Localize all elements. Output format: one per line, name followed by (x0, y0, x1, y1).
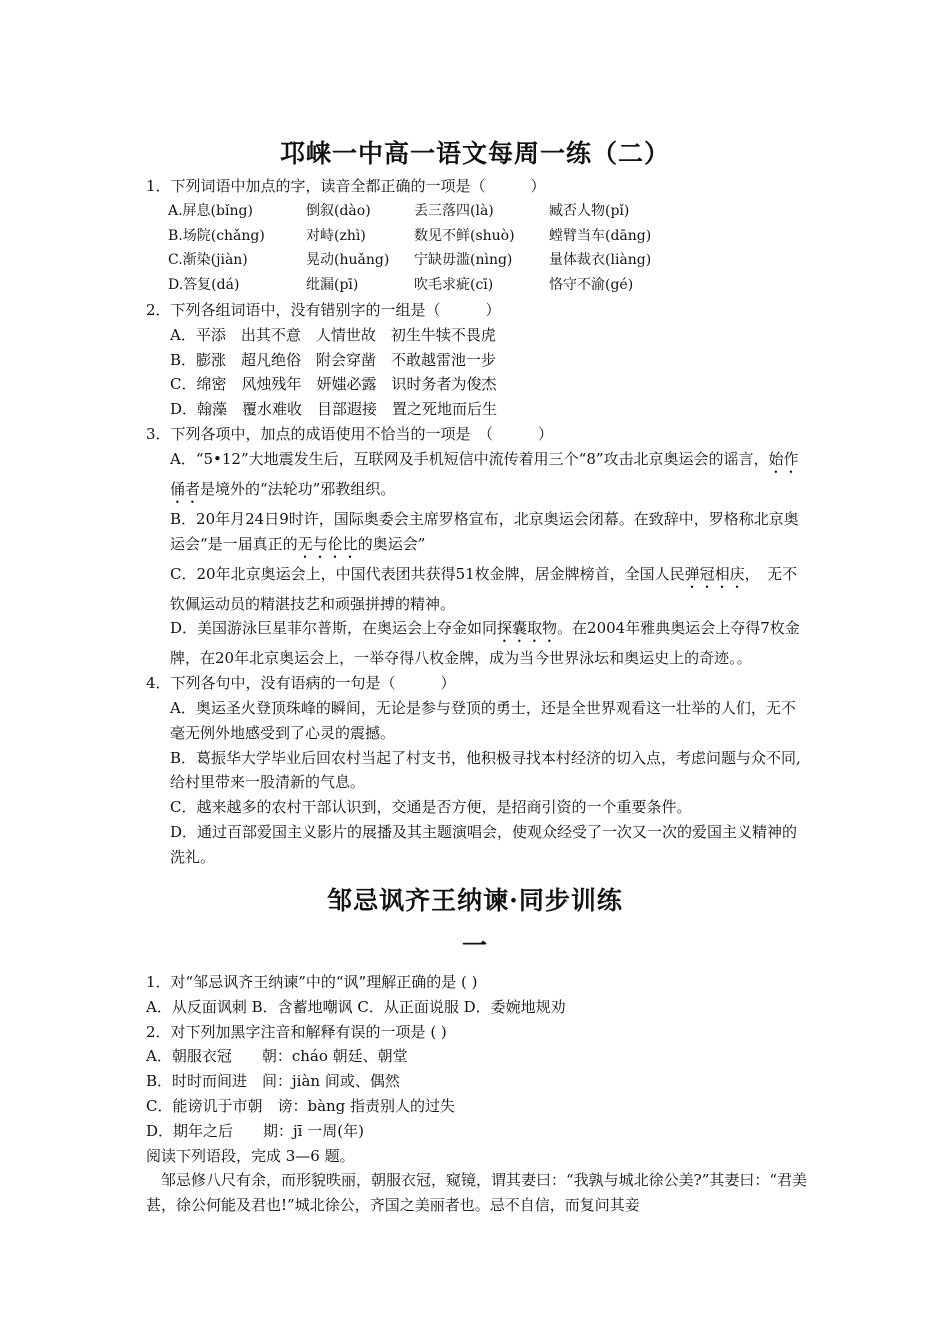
question-2-option-d: D．翰藻 覆水难收 目部遐接 置之死地而后生 (170, 400, 498, 419)
question-3-option-c: C．20年北京奥运会上，中国代表团共获得51枚金牌，居金牌榜首，全国人民弹冠相庆， 无不钦佩运动员的精湛技艺和顽强拼搏的精神。 (170, 564, 798, 613)
option-term: 量体裁衣(liàng) (549, 252, 652, 269)
question-1-option-a (146, 199, 810, 224)
option-term: 对峙(zhì) (306, 227, 366, 244)
option-term: 宁缺毋滥(nìng) (414, 252, 513, 269)
section-title: 邹忌讽齐王纳谏·同步训练 (327, 886, 623, 915)
question-4-option-c: C．越来越多的农村干部认识到，交通是否方便，是招商引资的一个重要条件。 (170, 798, 692, 817)
option-term: C.渐染(jiàn) (168, 252, 248, 269)
question-4-stem: 4．下列各句中，没有语病的一句是（ ） (146, 674, 456, 693)
worksheet-title: 邛崃一中高一语文每周一练（二） (279, 139, 670, 168)
part2-line: B．时时而间进 间：jiàn 间或、偶然 (146, 1072, 400, 1091)
dotted-idiom: 始作俑者 (170, 449, 799, 498)
question-4-option-b: B．葛振华大学毕业后回农村当起了村支书，他积极寻找本村经济的切入点，考虑问题与众不同,给村里带来一股清新的气息。 (170, 748, 801, 792)
question-2-option-a: A．平添 出其不意 人情世故 初生牛犊不畏虎 (170, 325, 496, 344)
option-term: 丢三落四(là) (414, 202, 494, 219)
part2-line: 2．对下列加黑字注音和解释有误的一项是 ( ) (146, 1022, 447, 1041)
option-term: 螳臂当车(dāng) (549, 227, 652, 244)
option-term: 数见不鲜(shuò) (414, 227, 515, 244)
question-3-option-d: D．美国游泳巨星菲尔普斯，在奥运会上夺金如同探囊取物。在2004年雅典奥运会上夺得7枚金牌，在20年北京奥运会上，一举夺得八枚金牌，成为当今世界泳坛和奥运史上的奇迹。。 (170, 619, 800, 668)
option-term: 倒叙(dào) (306, 202, 371, 219)
section-number: 一 (461, 931, 488, 960)
option-term: 晃动(huǎng) (306, 252, 390, 269)
part-2-questions (146, 970, 810, 1218)
question-4-option-a: A．奥运圣火登顶珠峰的瞬间，无论是参与登顶的勇士，还是全世界观看这一壮举的人们，无不毫无例外地感受到了心灵的震撼。 (170, 698, 796, 742)
part2-line: C．能谤讥于市朝 谤：bàng 指责别人的过失 (146, 1096, 456, 1115)
question-3-stem: 3．下列各项中，加点的成语使用不恰当的一项是 （ ） (146, 424, 554, 443)
question-2-option-c: C．绵密 风烛残年 妍媸必露 识时务者为俊杰 (170, 375, 497, 394)
question-1-option-b (146, 224, 810, 249)
question-3-option-b: B．20年月24日9时许，国际奥委会主席罗格宣布，北京奥运会闭幕。在致辞中，罗格称北京奥运会“是一届真正的无与伦比的奥运会” (170, 509, 799, 553)
option-term: 恪守不渝(gé) (549, 277, 634, 294)
part2-line: D．期年之后 期：jī 一周(年) (146, 1121, 364, 1140)
option-term: 纰漏(pī) (306, 277, 359, 294)
option-term: 吹毛求疵(cī) (414, 277, 494, 294)
question-1 (146, 174, 810, 870)
question-1-stem: 1．下列词语中加点的字，读音全都正确的一项是（ ） (146, 177, 546, 195)
question-1-option-c (146, 248, 810, 273)
question-1-option-d (146, 273, 810, 298)
part2-line: A．从反面讽刺 B．含蓄地嘲讽 C．从正面说服 D．委婉地规劝 (146, 997, 566, 1016)
question-2-option-b: B．膨涨 超凡绝俗 附会穿凿 不敢越雷池一步 (170, 350, 497, 369)
part2-line: 阅读下列语段，完成 3—6 题。 (146, 1146, 355, 1165)
option-term: A.屏息(bǐng) (168, 202, 253, 219)
option-term: D.答复(dá) (168, 277, 240, 294)
question-3-option-a: A．“5•12”大地震发生后，互联网及手机短信中流传着用三个“8”攻击北京奥运会的谣言，始作俑者是境外的“法轮功”邪教组织。 (170, 449, 799, 498)
question-4-option-d: D．通过百部爱国主义影片的展播及其主题演唱会，使观众经受了一次又一次的爱国主义精神的洗礼。 (170, 822, 798, 866)
question-2-stem: 2．下列各组词语中，没有错别字的一组是（ ） (146, 300, 501, 319)
dotted-idiom: 探囊取物 (497, 619, 558, 638)
part2-line: A．朝服衣冠 朝：cháo 朝廷、朝堂 (146, 1047, 408, 1066)
option-term: 臧否人物(pǐ) (549, 202, 630, 219)
option-term: B.场院(chǎng) (168, 227, 265, 244)
reading-passage: 邹忌修八尺有余，而形貌昳丽，朝服衣冠，窥镜，谓其妻曰：“我孰与城北徐公美?”其妻曰：“君美甚，徐公何能及君也!”城北徐公，齐国之美丽者也。忌不自信，而复问其妾 (146, 1171, 808, 1215)
dotted-idiom: 无与伦比 (297, 534, 358, 553)
part2-line: 1．对“邹忌讽齐王纳谏”中的“讽”理解正确的是 ( ) (146, 973, 478, 991)
dotted-idiom: 弹冠相庆 (684, 564, 745, 583)
